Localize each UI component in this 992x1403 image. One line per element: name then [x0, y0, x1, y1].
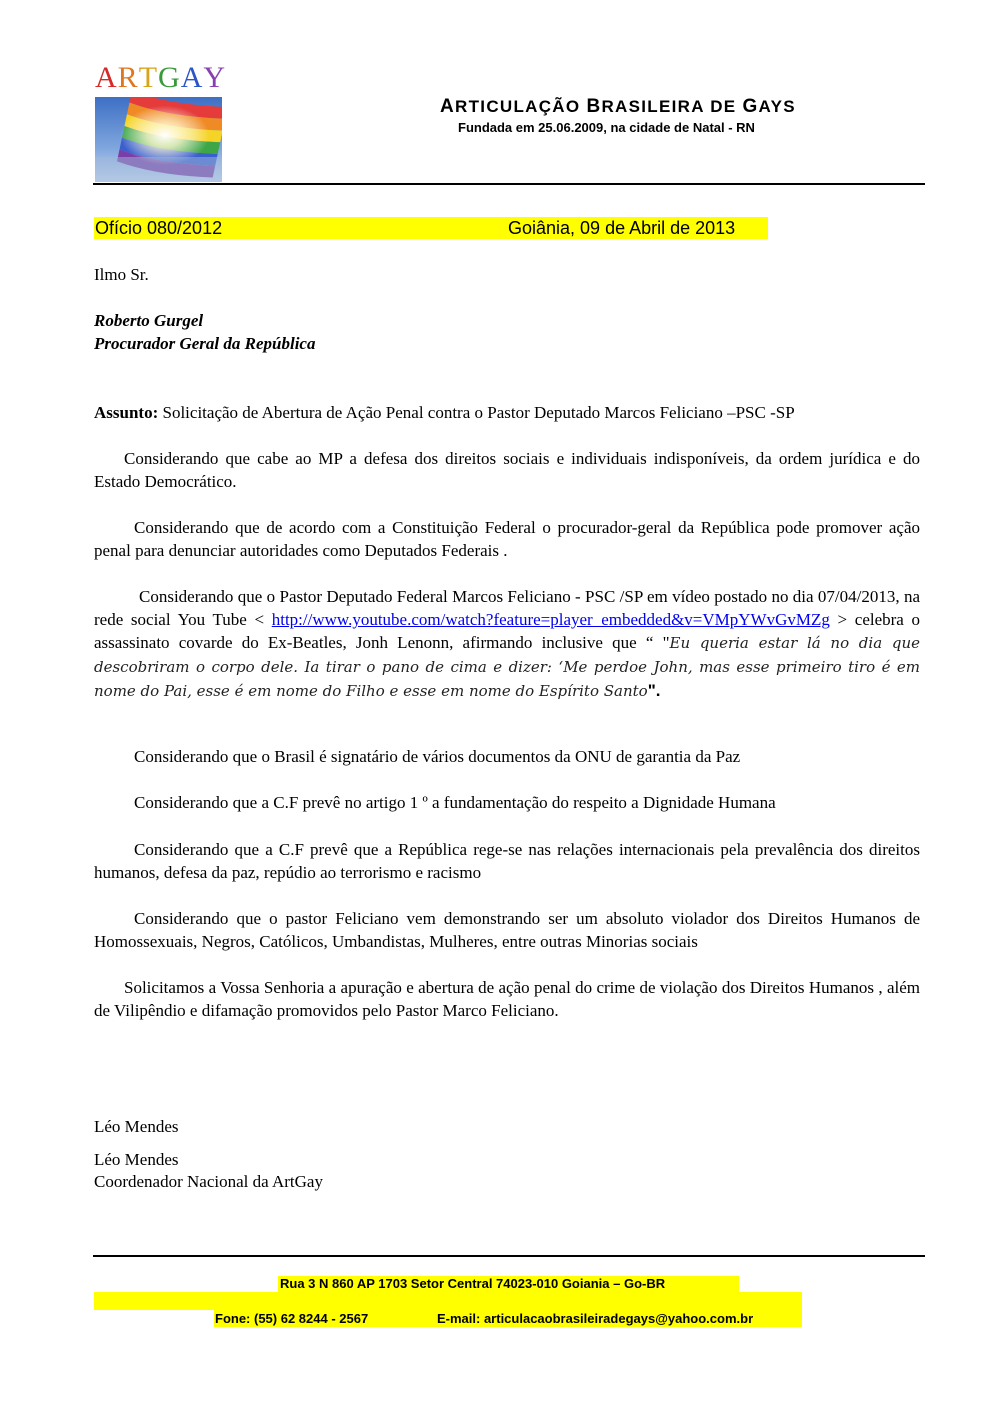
oficio-date: Goiânia, 09 de Abril de 2013	[508, 218, 736, 238]
paragraph-1: Considerando que cabe ao MP a defesa dos direitos sociais e individuais indisponíveis, da ordem jurídica e do Estado Democrático.	[94, 449, 920, 491]
logo-letter: A	[95, 61, 118, 94]
subject-line	[94, 401, 795, 424]
footer-divider	[93, 1255, 925, 1257]
logo-letter: Y	[203, 61, 227, 94]
footer-highlight-band	[94, 1292, 802, 1310]
recipient-title: Procurador Geral da República	[94, 334, 316, 353]
paragraph-4: Considerando que o Brasil é signatário de vários documentos da ONU de garantia da Paz	[134, 747, 741, 766]
org-initial-g: G	[742, 96, 759, 117]
header-divider	[93, 183, 925, 185]
oficio-number: Ofício 080/2012	[95, 218, 223, 238]
paragraph-7: Considerando que o pastor Feliciano vem demonstrando ser um absoluto violador dos Direitos Humanos de Homossexuais, Negros, Católicos, Umbandistas, Mulheres, entre outras Minorias sociais	[94, 909, 920, 951]
rainbow-flag-icon	[95, 97, 222, 182]
footer-email: E-mail: articulacaobrasileiradegays@yahoo.com.br	[437, 1311, 754, 1326]
subject-label: Assunto:	[94, 403, 159, 422]
org-initial-b: B	[586, 96, 602, 117]
paragraph-5: Considerando que a C.F prevê no artigo 1 º a fundamentação do respeito a Dignidade Humana	[134, 793, 776, 812]
quoted-statement: Eu queria estar lá no dia que descobriram o corpo dele. Ia tirar o pano de cima e dizer: ‘Me perdoe John, mas esse primeiro tiro é em nome do Pai, esse é em nome do Filho e esse em nome do Espírito Santo	[94, 634, 920, 700]
salutation: Ilmo Sr.	[94, 265, 149, 284]
paragraph-3-mid: > celebra o assassinato covarde do Ex-Beatles, Jonh Lenonn, afirmando inclusive que “ "	[94, 610, 921, 652]
org-initial-a: A	[440, 96, 456, 117]
youtube-link[interactable]: http://www.youtube.com/watch?feature=player_embedded&v=VMpYWvGvMZg	[271, 610, 830, 629]
paragraph-3-start: Considerando que o Pastor Deputado Federal Marcos Feliciano - PSC /SP em vídeo postado no dia 07/04/2013, na rede social You Tube <	[94, 587, 920, 629]
recipient-name: Roberto Gurgel	[94, 311, 204, 330]
paragraph-6: Considerando que a C.F prevê que a República rege-se nas relações internacionais pela prevalência dos direitos humanos, defesa da paz, repúdio ao terrorismo e racismo	[94, 840, 920, 882]
paragraph-8: Solicitamos a Vossa Senhoria a apuração e abertura de ação penal do crime de violação dos Direitos Humanos , além de Vilipêndio e difamação promovidos pelo Pastor Marco Feliciano.	[94, 978, 920, 1020]
logo-letter: G	[158, 61, 181, 94]
rainbow-flag-image	[95, 97, 222, 182]
org-word-rasileira-de: RASILEIRA DE	[601, 97, 737, 116]
founded-note: Fundada em 25.06.2009, na cidade de Natal - RN	[458, 120, 755, 135]
signer-name: Léo Mendes	[94, 1150, 179, 1169]
logo-letter: R	[117, 61, 139, 94]
logo-letter: A	[180, 61, 204, 94]
signer-title: Coordenador Nacional da ArtGay	[94, 1172, 323, 1191]
footer-address: Rua 3 N 860 AP 1703 Setor Central 74023-010 Goiania – Go-BR	[280, 1276, 666, 1291]
paragraph-2: Considerando que de acordo com a Constituição Federal o procurador-geral da República pode promover ação penal para denunciar autoridades como Deputados Federais .	[94, 518, 920, 560]
paragraph-3-end: ".	[647, 681, 661, 700]
org-word-rticulacao: RTICULAÇÃO	[455, 97, 581, 116]
org-word-ays: AYS	[758, 97, 796, 116]
paragraph-3	[94, 585, 920, 703]
footer-phone: Fone: (55) 62 8244 - 2567	[215, 1311, 369, 1326]
signature-name: Léo Mendes	[94, 1117, 179, 1136]
subject-text: Solicitação de Abertura de Ação Penal contra o Pastor Deputado Marcos Feliciano –PSC -SP	[158, 403, 795, 422]
artgay-logo-text	[95, 60, 226, 96]
organization-name	[440, 96, 796, 118]
logo-letter: T	[138, 61, 159, 94]
